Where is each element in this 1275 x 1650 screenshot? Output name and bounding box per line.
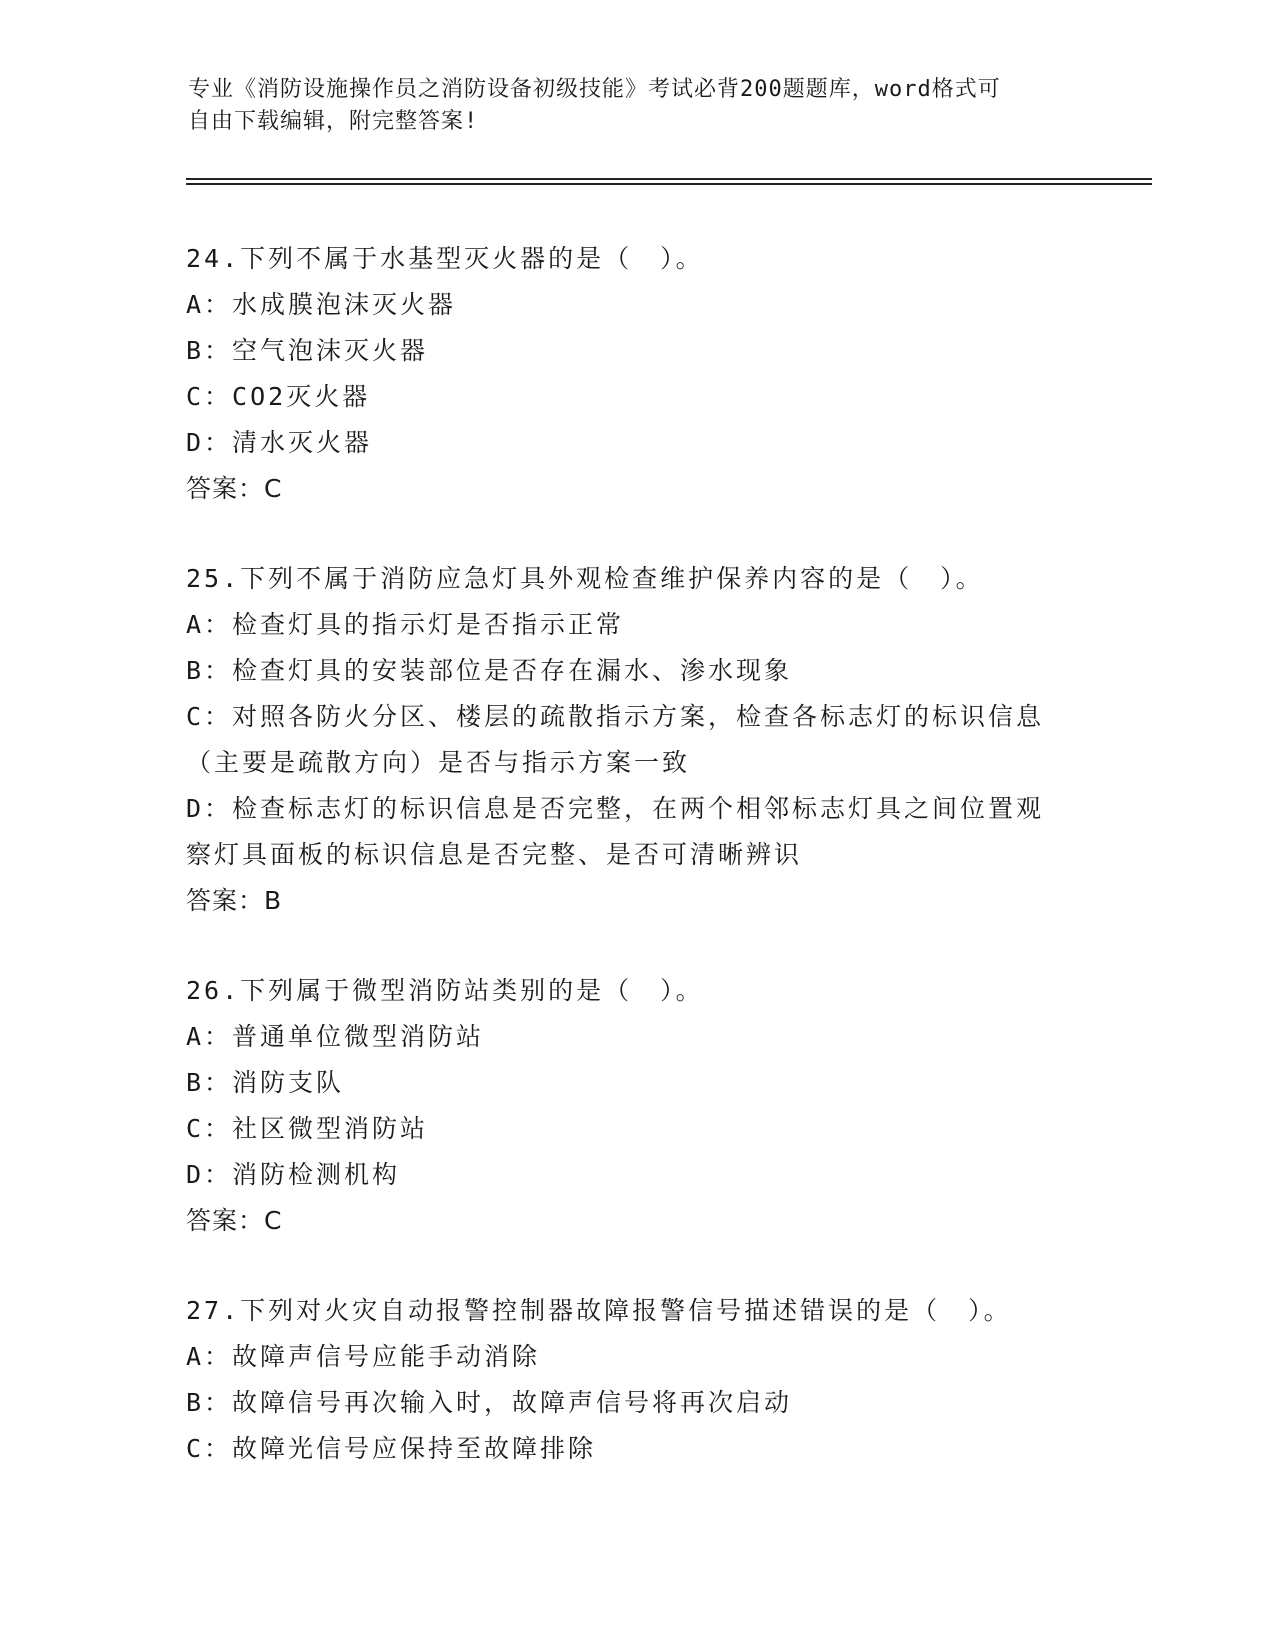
question-list [186,236,1086,1516]
question-26 [186,968,1086,1244]
option-d: D：清水灭火器 [186,428,373,457]
option-c: C：CO2灭火器 [186,382,371,411]
option-c-continued: （主要是疏散方向）是否与指示方案一致 [186,748,691,777]
header-line-2: 自由下载编辑，附完整答案! [188,109,479,134]
option-c: C：社区微型消防站 [186,1114,429,1143]
header-divider-top [186,178,1152,180]
option-a: A：检查灯具的指示灯是否指示正常 [186,610,625,639]
option-a: A：普通单位微型消防站 [186,1022,485,1051]
question-stem: 24.下列不属于水基型灭火器的是（ ）。 [186,244,704,273]
option-b: B：消防支队 [186,1068,345,1097]
question-25 [186,556,1086,924]
question-stem: 26.下列属于微型消防站类别的是（ ）。 [186,976,704,1005]
option-d: D：消防检测机构 [186,1160,401,1189]
question-stem: 25.下列不属于消防应急灯具外观检查维护保养内容的是（ ）。 [186,564,984,593]
option-d-continued: 察灯具面板的标识信息是否完整、是否可清晰辨识 [186,840,803,869]
option-a: A：故障声信号应能手动消除 [186,1342,541,1371]
option-b: B：检查灯具的安装部位是否存在漏水、渗水现象 [186,656,793,685]
document-header [188,74,1088,138]
question-24 [186,236,1086,512]
answer: 答案：B [186,886,283,915]
question-stem: 27.下列对火灾自动报警控制器故障报警信号描述错误的是（ ）。 [186,1296,1012,1325]
option-b: B：故障信号再次输入时，故障声信号将再次启动 [186,1388,793,1417]
question-27 [186,1288,1086,1472]
option-b: B：空气泡沫灭火器 [186,336,429,365]
answer: 答案：C [186,474,283,503]
header-line-1: 专业《消防设施操作员之消防设备初级技能》考试必背200题题库，word格式可 [188,77,1001,102]
option-c: C：故障光信号应保持至故障排除 [186,1434,597,1463]
option-a: A：水成膜泡沫灭火器 [186,290,457,319]
answer: 答案：C [186,1206,283,1235]
option-c: C：对照各防火分区、楼层的疏散指示方案，检查各标志灯的标识信息 [186,702,1045,731]
header-divider-bottom [186,183,1152,185]
option-d: D：检查标志灯的标识信息是否完整，在两个相邻标志灯具之间位置观 [186,794,1045,823]
